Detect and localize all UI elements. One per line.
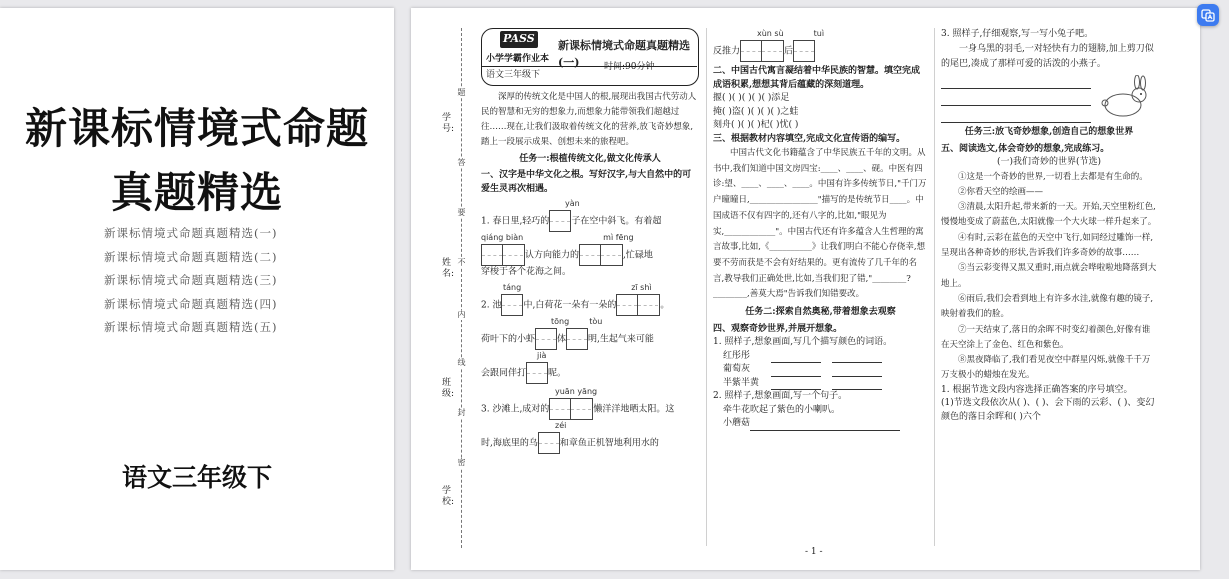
- pinyin-hint: yàn: [565, 199, 580, 208]
- question-text: 时,海底里的乌: [481, 438, 538, 448]
- class-label: 班级:: [442, 378, 455, 399]
- question-1: [481, 198, 699, 280]
- section-5-heading: 五、阅读选文,体会奇妙的想象,完成练习。: [941, 143, 1110, 154]
- example-sentence: 牵牛花吹起了紫色的小喇叭。: [723, 404, 841, 415]
- pinyin-hint: mì fēng: [603, 233, 634, 242]
- question-text: 2. 池: [481, 300, 502, 310]
- list-item: 新课标情境式命题真题精选(四): [104, 296, 278, 311]
- question-text: 1. 春日里,轻巧的: [481, 216, 550, 227]
- column-divider: [934, 28, 935, 546]
- article-paragraph: ①这是一个奇妙的世界,一切看上去都是有生命的。: [958, 171, 1148, 182]
- list-item: 新课标情境式命题真题精选(二): [104, 249, 278, 264]
- rabbit-illustration: [1097, 75, 1153, 119]
- exam-time: 时间:90分钟: [604, 62, 655, 72]
- pinyin-hint-row: [713, 28, 928, 40]
- task-2-heading: 任务二:探索自然奥秘,带着想象去观察: [745, 307, 896, 318]
- char-box[interactable]: [566, 328, 588, 350]
- binding-mark: 线: [457, 358, 466, 367]
- idiom-row: 刻舟( )( )( )杞( )忧( ): [713, 120, 799, 130]
- exam-sheet-page: [411, 8, 1200, 570]
- student-number-label: 学号:: [442, 113, 455, 134]
- question-text: 子在空中斜飞。有着超: [571, 216, 662, 227]
- answer-blank[interactable]: [832, 367, 882, 377]
- char-box[interactable]: [526, 362, 548, 384]
- cover-title-line2: 真题精选: [110, 168, 283, 217]
- binding-mark: 要: [457, 208, 466, 217]
- section-1-heading: 一、汉字是中华文化之根。写好汉字,与大自然中的可爱生灵再次相遇。: [481, 170, 692, 194]
- column-1: [481, 28, 699, 454]
- article-paragraph: ⑧黑夜降临了,我们看见夜空中群星闪烁,就像千千万万支极小的蜡烛在发光。: [941, 355, 1151, 381]
- char-box-group[interactable]: [579, 244, 623, 266]
- answer-blank[interactable]: [771, 380, 821, 390]
- char-box[interactable]: [535, 328, 557, 350]
- char-box[interactable]: [549, 210, 571, 232]
- binding-mark: 内: [457, 310, 466, 319]
- header-divider: [482, 66, 697, 67]
- question-text: 荷叶下的小虾: [481, 334, 536, 344]
- question-text: 反推力: [713, 46, 741, 57]
- writing-line[interactable]: [941, 109, 1091, 123]
- question-text: 体: [557, 334, 567, 344]
- sentence-start: 小蘑菇: [723, 418, 751, 429]
- column-3: [941, 28, 1157, 424]
- binding-mark: 不: [457, 258, 466, 267]
- pinyin-hint: qiáng biàn: [481, 233, 524, 242]
- idiom-row: 揠( )( )( )( )( )添足: [713, 93, 790, 103]
- article-title: (一)我们奇妙的世界(节选): [996, 157, 1102, 168]
- char-box-group[interactable]: [740, 40, 784, 62]
- pinyin-hint: tuì: [813, 29, 825, 38]
- example-paragraph: 一身乌黑的羽毛,一对轻快有力的翅膀,加上剪刀似的尾巴,凑成了那样可爱的活泼的小燕子。: [941, 43, 1154, 69]
- student-name-label: 姓名:: [442, 258, 455, 279]
- culture-passage: 中国古代文化书籍蕴含了中华民族五千年的文明。从书中,我们知道中国文房四宝:____、____、砚。中医有四诊:望、____、____、____。中国有许多传统节日,"千门万户曈曈日,________________"描写的是传统节日____。中国成语不仅有四字的,还有八字的,比如,"眼见为实,____________"。中国古代还有许多蕴含人生哲理的寓言故事,比如,《__________》让我们明白不能心存侥幸,想要不劳而获是不会有好结果的。更有流传了几千年的名言,教导我们正确处世,比如,当我们犯了错,"________?________,善莫大焉"告诉我们知错要改。: [713, 148, 927, 300]
- list-item: 新课标情境式命题真题精选(一): [104, 226, 278, 240]
- article-paragraph: ②你看天空的绘画——: [958, 186, 1044, 197]
- pinyin-hint-row: [481, 316, 699, 328]
- section-3-heading: 三、根据教材内容填空,完成文化宣传语的编写。: [713, 133, 906, 144]
- question-text: 1. 照样子,想象画面,写几个描写颜色的词语。: [713, 337, 893, 348]
- section-2-heading: 二、中国古代寓言凝结着中华民族的智慧。填空完成成语积累,想想其背后蕴藏的深刻道理。: [713, 66, 921, 90]
- binding-dashed-line: [461, 28, 462, 548]
- pinyin-hint-row: [481, 232, 699, 244]
- article-paragraph: ④有时,云彩在蓝色的天空中飞行,如同经过雕饰一样,呈现出各种奇妙的形状,告诉我们许多奇妙的故事……: [941, 232, 1154, 259]
- binding-mark: 封: [457, 408, 466, 417]
- exam-title: 新课标情境式命题真题精选(一): [558, 39, 690, 69]
- question-text: 2. 照样子,想象画面,写一个句子。: [713, 391, 848, 402]
- exam-header: [481, 28, 699, 86]
- color-word: 半紫半黄: [723, 377, 760, 388]
- question-text: 3. 照样子,仔细观察,写一写小兔子吧。: [941, 29, 1094, 39]
- article-paragraph: ③清晨,太阳升起,带来新的一天。开始,天空里粉红色,慢慢地变成了蔚蓝色,太阳就像一个大火球一样升起来了。: [941, 202, 1157, 228]
- idiom-row: 掩( )盗( )( )( )( )之蛙: [713, 106, 799, 117]
- school-label: 学校:: [442, 486, 455, 507]
- answer-blank[interactable]: [750, 421, 900, 431]
- binding-mark: 答: [457, 158, 466, 167]
- question-text: 认方向能力的: [525, 250, 580, 261]
- translate-fab-button[interactable]: [1197, 4, 1219, 26]
- char-box[interactable]: [793, 40, 815, 62]
- binding-mark: 题: [457, 88, 466, 97]
- pinyin-hint: tòu: [589, 316, 603, 326]
- page-number: - 1 -: [805, 547, 823, 557]
- answer-blank[interactable]: [832, 380, 882, 390]
- answer-blank[interactable]: [832, 353, 882, 363]
- intro-paragraph: 深厚的传统文化是中国人的根,展现出我国古代劳动人民的智慧和无穷的想象力,而想象力能带领我们超越过往……现在,让我们汲取着传统文化的营养,放飞奇妙想象,踏上一段展示成果、创想未来的旅程吧。: [481, 92, 697, 147]
- question-text: (1)节选文段依次从( )、( )、会下雨的云彩、( )、变幻颜色的落日余晖和( )六个: [941, 398, 1155, 422]
- color-word: 葡萄灰: [723, 364, 751, 375]
- article-body: [941, 170, 1157, 384]
- question-text: 中,白荷花一朵有一朵的: [523, 300, 617, 310]
- list-item: 新课标情境式命题真题精选(三): [104, 273, 278, 287]
- question-text: ,忙碌地: [623, 250, 653, 261]
- question-text: 呢。: [548, 368, 567, 378]
- char-box-group[interactable]: [549, 398, 593, 420]
- char-box-group[interactable]: [616, 294, 660, 316]
- color-words: [713, 350, 928, 391]
- question-text: 明,生起气来可能: [588, 334, 654, 344]
- pinyin-hint: táng: [503, 282, 522, 292]
- char-box[interactable]: [538, 432, 560, 454]
- pinyin-hint: tōng: [551, 316, 570, 326]
- pinyin-hint: yuān yāng: [555, 386, 598, 396]
- section-4-heading: 四、观察奇妙世界,并展开想象。: [713, 323, 843, 334]
- pinyin-hint: xùn sù: [757, 29, 784, 38]
- pinyin-hint: jià: [537, 350, 547, 360]
- list-item: 新课标情境式命题真题精选(五): [104, 320, 278, 334]
- subject-grade: 语文三年级下: [486, 70, 541, 80]
- char-box[interactable]: [501, 294, 523, 316]
- question-text: 1. 根据节选文段内容选择正确答案的序号填空。: [941, 384, 1133, 395]
- cover-title-line1: 新课标情境式命题: [24, 104, 369, 153]
- series-name: 小学学霸作业本: [486, 54, 550, 64]
- question-text: 懒洋洋地晒太阳。这: [593, 404, 675, 414]
- cover-page: [0, 8, 394, 570]
- column-2: [713, 28, 928, 431]
- color-word: 红彤彤: [723, 350, 751, 361]
- article-paragraph: ⑤当云彩变得又黑又重时,雨点就会哗啦啦地降落到大地上。: [941, 263, 1157, 289]
- binding-strip: [439, 28, 479, 548]
- cover-grade: 语文三年级下: [121, 463, 272, 492]
- column-divider: [706, 28, 707, 546]
- writing-line[interactable]: [941, 75, 1091, 89]
- writing-area: [941, 75, 1157, 123]
- translate-icon: [1201, 8, 1215, 22]
- question-text: 后: [784, 46, 794, 57]
- question-2: [481, 282, 699, 384]
- pinyin-hint: zī shì: [631, 282, 652, 292]
- answer-blank[interactable]: [771, 353, 821, 363]
- question-text: 。: [660, 300, 670, 310]
- question-text: 会跟同伴打: [481, 368, 527, 378]
- pass-logo: PASS: [500, 31, 538, 48]
- task-1-heading: 任务一:根植传统文化,做文化传承人: [519, 153, 661, 164]
- article-paragraph: ⑦一天结束了,落日的余晖不时变幻着颜色,好像有谁在天空涂上了金色、红色和紫色。: [941, 324, 1151, 350]
- binding-mark: 密: [457, 458, 466, 467]
- answer-blank[interactable]: [771, 367, 821, 377]
- question-text: 3. 沙滩上,成对的: [481, 404, 550, 414]
- char-box-group[interactable]: [481, 244, 525, 266]
- pinyin-hint-row: [481, 282, 699, 294]
- pinyin-hint: zéi: [555, 420, 567, 430]
- question-text: 穿梭于各个花海之间。: [481, 267, 572, 277]
- writing-line[interactable]: [941, 92, 1091, 106]
- question-3: [481, 386, 699, 454]
- task-3-heading: 任务三:放飞奇妙想象,创造自己的想象世界: [964, 127, 1134, 138]
- cover-contents-list: [104, 222, 277, 340]
- question-text: 和章鱼正机智地利用水的: [559, 438, 659, 448]
- article-paragraph: ⑥雨后,我们会看到地上有许多水洼,就像有趣的镜子,映射着我们的脸。: [941, 293, 1154, 320]
